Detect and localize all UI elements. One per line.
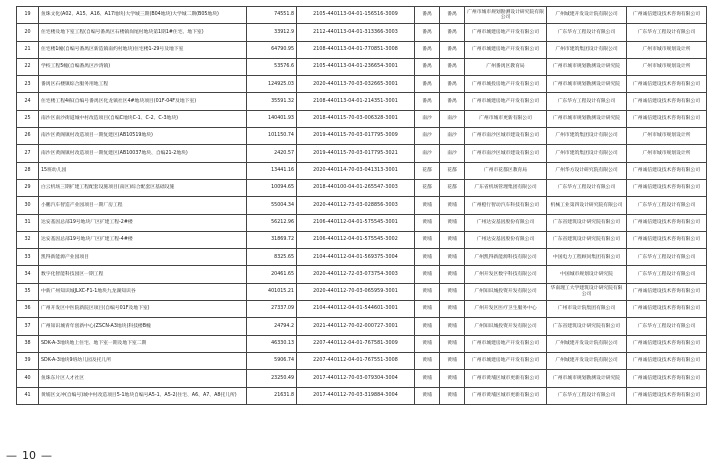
sub-district-cell: 黄埔 — [440, 283, 465, 300]
review-unit-cell: 广州诚信建设技术咨询有限公司 — [627, 179, 707, 196]
district-cell: 黄埔 — [415, 249, 440, 266]
design-unit-cell: 广州市城市规划勘测设计研究院 — [547, 370, 627, 387]
row-number-cell: 19 — [17, 7, 39, 24]
sub-district-cell: 黄埔 — [440, 370, 465, 387]
sub-district-cell: 番禺 — [440, 76, 465, 93]
sub-district-cell: 番禺 — [440, 93, 465, 110]
project-name-cell: 白云机场三期扩建工程配套设施项目(南区)综合配套区基础设施 — [39, 179, 247, 196]
design-unit-cell: 广州市城市规划勘测设计研究院 — [547, 110, 627, 127]
review-unit-cell: 广州诚信建设技术咨询有限公司 — [627, 7, 707, 24]
district-cell: 花都 — [415, 162, 440, 179]
row-number-cell: 38 — [17, 335, 39, 352]
row-number-cell: 21 — [17, 41, 39, 58]
permit-code-cell: 2106-440112-04-01-575545-3001 — [297, 214, 415, 231]
sub-district-cell: 黄埔 — [440, 352, 465, 369]
district-cell: 黄埔 — [415, 283, 440, 300]
table-row — [17, 197, 707, 214]
row-number-cell: 30 — [17, 197, 39, 214]
project-name-cell: 番禺区石楼镇综合服务用地工程 — [39, 76, 247, 93]
review-unit-cell: 广州诚信建设技术咨询有限公司 — [627, 387, 707, 404]
construction-unit-cell: 广州市城市规划勘测设计研究院有限公司 — [465, 7, 547, 24]
design-unit-cell: 广东省建筑设计研究院有限公司 — [547, 214, 627, 231]
floor-area-cell: 33912.9 — [247, 24, 297, 41]
construction-unit-cell: 广州开发区数字科技有限公司 — [465, 266, 547, 283]
district-cell: 黄埔 — [415, 335, 440, 352]
permit-code-cell: 2108-440113-04-01-214351-3001 — [297, 93, 415, 110]
sub-district-cell: 番禺 — [440, 7, 465, 24]
review-unit-cell: 广州市城市规划设计所 — [627, 128, 707, 145]
floor-area-cell: 74551.8 — [247, 7, 297, 24]
design-unit-cell: 机械工业第四设计研究院有限公司 — [547, 197, 627, 214]
review-unit-cell: 广州诚信建设技术咨询有限公司 — [627, 93, 707, 110]
floor-area-cell: 23250.49 — [247, 370, 297, 387]
table-row — [17, 249, 707, 266]
sub-district-cell: 黄埔 — [440, 231, 465, 248]
design-unit-cell: 广东华方工程设计有限公司 — [547, 387, 627, 404]
construction-unit-cell: 广州知识城投资开发有限公司 — [465, 318, 547, 335]
sub-district-cell: 番禺 — [440, 58, 465, 75]
design-unit-cell: 广州城建开发设计院有限公司 — [547, 7, 627, 24]
project-name-cell: 15班幼儿园 — [39, 162, 247, 179]
design-unit-cell: 广州城建开发设计院有限公司 — [547, 352, 627, 369]
table-row — [17, 318, 707, 335]
project-name-cell: 南沙区南沙街道城中村改造项目(自编C地块C-1、C-2、C-3地块) — [39, 110, 247, 127]
floor-area-cell: 8325.65 — [247, 249, 297, 266]
permit-code-cell: 2020-440114-70-03-041313-3001 — [297, 162, 415, 179]
permit-code-cell: 2105-440113-04-01-156516-3009 — [297, 7, 415, 24]
permit-code-cell: 2017-440112-70-03-079304-3004 — [297, 370, 415, 387]
district-cell: 番禺 — [415, 58, 440, 75]
row-number-cell: 25 — [17, 110, 39, 127]
permit-code-cell: 2106-440112-04-01-575545-3002 — [297, 231, 415, 248]
document-page — [16, 6, 706, 405]
construction-unit-cell: 广州市城建房地产开发有限公司 — [465, 93, 547, 110]
review-unit-cell: 广州诚信建设技术咨询有限公司 — [627, 370, 707, 387]
construction-unit-cell: 广州达安基因股份有限公司 — [465, 214, 547, 231]
design-unit-cell: 广州市城市规划勘测设计研究院 — [547, 58, 627, 75]
project-name-cell: 住宅楼及地下室工程(自编号番禺区石楼镇岗尾村地块第1期1#住宅、地下室) — [39, 24, 247, 41]
review-unit-cell: 广东华方工程设计有限公司 — [627, 24, 707, 41]
sub-district-cell: 黄埔 — [440, 266, 465, 283]
district-cell: 番禺 — [415, 41, 440, 58]
review-unit-cell: 广州诚信建设技术咨询有限公司 — [627, 352, 707, 369]
project-name-cell: 数字化智能科技园区一期工程 — [39, 266, 247, 283]
sub-district-cell: 南沙 — [440, 128, 465, 145]
table-row — [17, 110, 707, 127]
project-name-cell: SDK-A-3地块9班幼儿园及托儿所 — [39, 352, 247, 369]
row-number-cell: 31 — [17, 214, 39, 231]
review-unit-cell: 广州诚信建设技术咨询有限公司 — [627, 301, 707, 318]
construction-unit-cell: 广州橙行智动汽车科技有限公司 — [465, 197, 547, 214]
table-row — [17, 41, 707, 58]
review-unit-cell: 广州诚信建设技术咨询有限公司 — [627, 231, 707, 248]
row-number-cell: 40 — [17, 370, 39, 387]
floor-area-cell: 20461.65 — [247, 266, 297, 283]
table-row — [17, 179, 707, 196]
row-number-cell: 29 — [17, 179, 39, 196]
district-cell: 花都 — [415, 179, 440, 196]
construction-unit-cell: 广州市城投房地产开发有限公司 — [465, 76, 547, 93]
construction-unit-cell: 广州市城建房地产开发有限公司 — [465, 24, 547, 41]
review-unit-cell: 广州诚信建设技术咨询有限公司 — [627, 162, 707, 179]
design-unit-cell: 广东华方工程设计有限公司 — [547, 179, 627, 196]
footer-dash-right: — — [41, 448, 52, 462]
construction-unit-cell: 广州达安基因股份有限公司 — [465, 231, 547, 248]
floor-area-cell: 64790.95 — [247, 41, 297, 58]
permit-code-cell: 2104-440112-04-01-544601-3001 — [297, 301, 415, 318]
sub-district-cell: 黄埔 — [440, 249, 465, 266]
design-unit-cell: 华南理工大学建筑设计研究院有限公司 — [547, 283, 627, 300]
sub-district-cell: 番禺 — [440, 24, 465, 41]
floor-area-cell: 21631.8 — [247, 387, 297, 404]
review-unit-cell: 广州市城市规划设计所 — [627, 58, 707, 75]
design-unit-cell: 广东华方工程设计有限公司 — [547, 93, 627, 110]
project-table — [16, 6, 707, 405]
project-name-cell: 南沙区黄阁镇村改造项目一期复建区(AB10519地块) — [39, 128, 247, 145]
review-unit-cell: 广东华方工程设计有限公司 — [627, 266, 707, 283]
review-unit-cell: 广东华方工程设计有限公司 — [627, 197, 707, 214]
review-unit-cell: 广州诚信建设技术咨询有限公司 — [627, 214, 707, 231]
district-cell: 番禺 — [415, 24, 440, 41]
permit-code-cell: 2019-440115-70-03-017795-3009 — [297, 128, 415, 145]
row-number-cell: 34 — [17, 266, 39, 283]
floor-area-cell: 5906.74 — [247, 352, 297, 369]
project-name-cell: 南沙区黄阁镇村改造项目一期复建区(AB10037地块、自编21-2地块) — [39, 145, 247, 162]
district-cell: 南沙 — [415, 110, 440, 127]
row-number-cell: 22 — [17, 58, 39, 75]
project-name-cell: 达安基因总部19号地块厂区扩建工程-4#楼 — [39, 231, 247, 248]
floor-area-cell: 13441.16 — [247, 162, 297, 179]
table-row — [17, 162, 707, 179]
table-row — [17, 214, 707, 231]
table-row — [17, 266, 707, 283]
row-number-cell: 35 — [17, 283, 39, 300]
table-row — [17, 301, 707, 318]
floor-area-cell: 10094.65 — [247, 179, 297, 196]
table-row — [17, 370, 707, 387]
construction-unit-cell: 广州市城建房地产开发有限公司 — [465, 335, 547, 352]
review-unit-cell: 广州诚信建设技术咨询有限公司 — [627, 283, 707, 300]
design-unit-cell: 中国城市规划设计研究院 — [547, 266, 627, 283]
sub-district-cell: 番禺 — [440, 41, 465, 58]
construction-unit-cell: 广州市黄埔区城市更新有限公司 — [465, 387, 547, 404]
permit-code-cell: 2104-440112-04-01-569375-3004 — [297, 249, 415, 266]
construction-unit-cell: 广州市城建房地产开发有限公司 — [465, 41, 547, 58]
sub-district-cell: 花都 — [440, 162, 465, 179]
construction-unit-cell: 广州市南沙区城市建设有限公司 — [465, 128, 547, 145]
permit-code-cell: 2207-440112-04-01-767581-3009 — [297, 335, 415, 352]
table-row — [17, 231, 707, 248]
project-name-cell: 鱼珠文化(A02、A15、A16、A17地块)大学城三期(B04地块)大学城二期(B05地块) — [39, 7, 247, 24]
sub-district-cell: 黄埔 — [440, 335, 465, 352]
district-cell: 番禺 — [415, 7, 440, 24]
sub-district-cell: 黄埔 — [440, 318, 465, 335]
design-unit-cell: 广东华方工程设计有限公司 — [547, 24, 627, 41]
row-number-cell: 28 — [17, 162, 39, 179]
project-name-cell: 鱼珠东片区人才社区 — [39, 370, 247, 387]
sub-district-cell: 花都 — [440, 179, 465, 196]
sub-district-cell: 黄埔 — [440, 301, 465, 318]
review-unit-cell: 广州诚信建设技术咨询有限公司 — [627, 110, 707, 127]
project-name-cell: 学校工程5幢(自编番禺区沙湾镇) — [39, 58, 247, 75]
project-name-cell: 小鹏汽车智造产业园项目一期厂房工程 — [39, 197, 247, 214]
permit-code-cell: 2105-440113-04-01-236654-3001 — [297, 58, 415, 75]
floor-area-cell: 31869.72 — [247, 231, 297, 248]
design-unit-cell: 广州市城市规划勘测设计研究院 — [547, 76, 627, 93]
permit-code-cell: 2017-440112-70-03-319884-3004 — [297, 387, 415, 404]
construction-unit-cell: 广州市城建房地产开发有限公司 — [465, 352, 547, 369]
permit-code-cell: 2112-440113-04-01-313366-3003 — [297, 24, 415, 41]
floor-area-cell: 24794.2 — [247, 318, 297, 335]
row-number-cell: 26 — [17, 128, 39, 145]
row-number-cell: 39 — [17, 352, 39, 369]
design-unit-cell: 广州市建筑集团设计有限公司 — [547, 145, 627, 162]
table-row — [17, 145, 707, 162]
floor-area-cell: 55004.34 — [247, 197, 297, 214]
table-row — [17, 93, 707, 110]
permit-code-cell: 2018-440100-04-01-265547-3003 — [297, 179, 415, 196]
project-name-cell: 住宅楼1幢(自编号番禺区新造镇南约村地块)住宅楼1-29号及地下室 — [39, 41, 247, 58]
row-number-cell: 20 — [17, 24, 39, 41]
floor-area-cell: 27337.09 — [247, 301, 297, 318]
district-cell: 黄埔 — [415, 370, 440, 387]
row-number-cell: 36 — [17, 301, 39, 318]
project-name-cell: 凯得新能源产业园项目 — [39, 249, 247, 266]
project-name-cell: 中新广州知识城JLXC-F1-1地块九龙湖知识谷 — [39, 283, 247, 300]
permit-code-cell: 2020-440112-73-03-028856-3003 — [297, 197, 415, 214]
design-unit-cell: 广东省建筑设计研究院有限公司 — [547, 318, 627, 335]
design-unit-cell: 中国电力工程顾问集团有限公司 — [547, 249, 627, 266]
permit-code-cell: 2108-440113-04-01-770851-3008 — [297, 41, 415, 58]
page-number: 10 — [22, 448, 36, 462]
review-unit-cell: 广州市城市规划设计所 — [627, 145, 707, 162]
review-unit-cell: 广东华方工程设计有限公司 — [627, 249, 707, 266]
permit-code-cell: 2019-440115-70-03-017795-3021 — [297, 145, 415, 162]
permit-code-cell: 2020-440112-72-03-073754-3003 — [297, 266, 415, 283]
district-cell: 黄埔 — [415, 214, 440, 231]
table-body — [17, 7, 707, 405]
table-row — [17, 352, 707, 369]
district-cell: 番禺 — [415, 93, 440, 110]
construction-unit-cell: 广州番禺区教育局 — [465, 58, 547, 75]
permit-code-cell: 2020-440112-70-03-065959-3001 — [297, 283, 415, 300]
district-cell: 黄埔 — [415, 231, 440, 248]
construction-unit-cell: 广州市花都区教育局 — [465, 162, 547, 179]
construction-unit-cell: 广州知识城投资开发有限公司 — [465, 283, 547, 300]
construction-unit-cell: 广州市南沙区城市建设有限公司 — [465, 145, 547, 162]
permit-code-cell: 2018-440115-70-03-006328-3001 — [297, 110, 415, 127]
project-name-cell: 广州知识城青年创新中心(ZSCN-A3地块)科技楼B幢 — [39, 318, 247, 335]
floor-area-cell: 124925.03 — [247, 76, 297, 93]
page-footer — [6, 448, 52, 462]
district-cell: 黄埔 — [415, 301, 440, 318]
district-cell: 南沙 — [415, 145, 440, 162]
table-row — [17, 7, 707, 24]
construction-unit-cell: 广东省机场管理集团有限公司 — [465, 179, 547, 196]
table-row — [17, 128, 707, 145]
row-number-cell: 33 — [17, 249, 39, 266]
row-number-cell: 37 — [17, 318, 39, 335]
review-unit-cell: 广州诚信建设技术咨询有限公司 — [627, 76, 707, 93]
construction-unit-cell: 广州市黄埔区城市更新有限公司 — [465, 370, 547, 387]
table-row — [17, 58, 707, 75]
footer-dash-left: — — [6, 448, 17, 462]
sub-district-cell: 黄埔 — [440, 387, 465, 404]
floor-area-cell: 140401.93 — [247, 110, 297, 127]
row-number-cell: 32 — [17, 231, 39, 248]
table-row — [17, 76, 707, 93]
row-number-cell: 24 — [17, 93, 39, 110]
row-number-cell: 27 — [17, 145, 39, 162]
design-unit-cell: 广州市建筑集团设计有限公司 — [547, 41, 627, 58]
district-cell: 黄埔 — [415, 266, 440, 283]
floor-area-cell: 53576.6 — [247, 58, 297, 75]
district-cell: 南沙 — [415, 128, 440, 145]
review-unit-cell: 广州市城市规划设计所 — [627, 41, 707, 58]
floor-area-cell: 101150.74 — [247, 128, 297, 145]
floor-area-cell: 401015.21 — [247, 283, 297, 300]
row-number-cell: 23 — [17, 76, 39, 93]
district-cell: 番禺 — [415, 76, 440, 93]
table-row — [17, 335, 707, 352]
permit-code-cell: 2020-440113-70-03-032665-3001 — [297, 76, 415, 93]
floor-area-cell: 46330.13 — [247, 335, 297, 352]
review-unit-cell: 广东华方工程设计有限公司 — [627, 318, 707, 335]
design-unit-cell: 广州华方设计研究院有限公司 — [547, 162, 627, 179]
project-name-cell: 广州开发区中医院新院区项目(自编号01F及地下室) — [39, 301, 247, 318]
review-unit-cell: 广州诚信建设技术咨询有限公司 — [627, 335, 707, 352]
construction-unit-cell: 广州凯得新能源科技有限公司 — [465, 249, 547, 266]
construction-unit-cell: 广州开发区医疗卫生服务中心 — [465, 301, 547, 318]
permit-code-cell: 2207-440112-04-01-767551-3008 — [297, 352, 415, 369]
floor-area-cell: 2420.57 — [247, 145, 297, 162]
project-name-cell: 黄埔区文冲(自编号)城中村改造项目5-1地块自编号A5-1、A5-2(住宅、A6、A7、A8托儿所) — [39, 387, 247, 404]
project-name-cell: 住宅楼工程4栋(自编号番禺区化龙镇社区4#地块项目(01F-04F及地下室) — [39, 93, 247, 110]
project-name-cell: SDK-A-3地块地上住宅、地下室一期及地下室二期 — [39, 335, 247, 352]
district-cell: 黄埔 — [415, 197, 440, 214]
floor-area-cell: 35591.32 — [247, 93, 297, 110]
sub-district-cell: 南沙 — [440, 145, 465, 162]
table-row — [17, 283, 707, 300]
sub-district-cell: 南沙 — [440, 110, 465, 127]
sub-district-cell: 黄埔 — [440, 197, 465, 214]
design-unit-cell: 广东省建筑设计研究院有限公司 — [547, 231, 627, 248]
design-unit-cell: 广州市设计院集团有限公司 — [547, 301, 627, 318]
row-number-cell: 41 — [17, 387, 39, 404]
permit-code-cell: 2021-440112-70-02-000727-3001 — [297, 318, 415, 335]
table-row — [17, 24, 707, 41]
district-cell: 黄埔 — [415, 352, 440, 369]
construction-unit-cell: 广州市城市更新有限公司 — [465, 110, 547, 127]
sub-district-cell: 黄埔 — [440, 214, 465, 231]
district-cell: 黄埔 — [415, 318, 440, 335]
design-unit-cell: 广州城建开发设计院有限公司 — [547, 335, 627, 352]
table-row — [17, 387, 707, 404]
floor-area-cell: 56212.96 — [247, 214, 297, 231]
design-unit-cell: 广州市建筑集团设计有限公司 — [547, 128, 627, 145]
district-cell: 黄埔 — [415, 387, 440, 404]
project-name-cell: 达安基因总部19号地块厂区扩建工程-2#楼 — [39, 214, 247, 231]
